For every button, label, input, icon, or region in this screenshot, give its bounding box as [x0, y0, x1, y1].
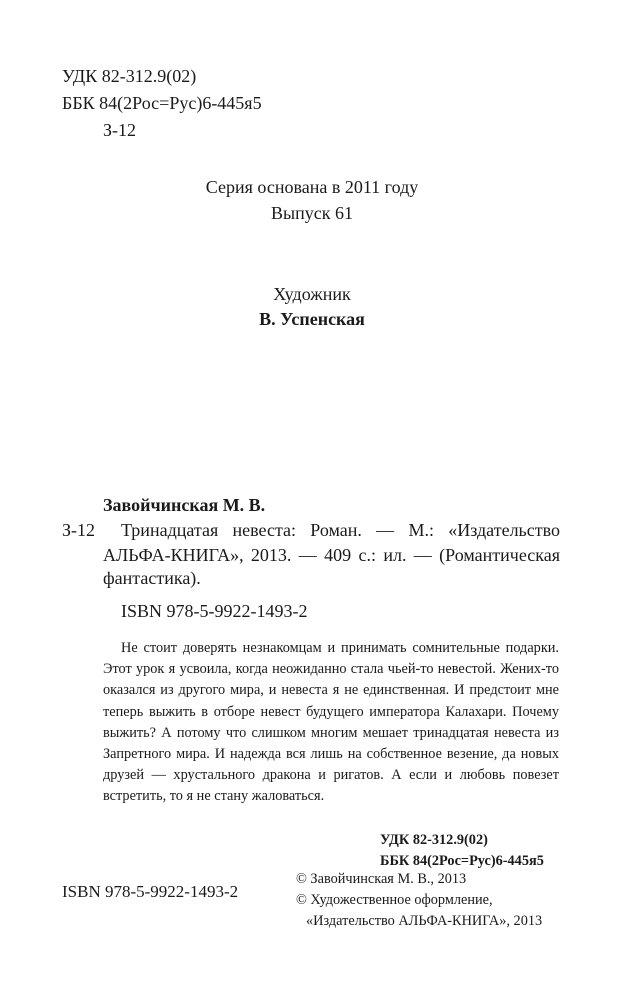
annotation-line: оказался из другого мира, и невеста я не единственная. И предстоит мне [103, 682, 559, 699]
annotation-line: друзей — хрустального дракона и ригатов. А если и любовь повезет [103, 767, 559, 784]
artist-role: Художник [273, 284, 351, 304]
copyright-line-3: «Издательство АЛЬФА-КНИГА», 2013 [306, 913, 543, 929]
catalog-description-line-1 [121, 518, 560, 542]
artist-name: В. Успенская [259, 309, 365, 329]
copyright-line-2: © Художественное оформление, [296, 892, 493, 908]
udk-code-top: УДК 82-312.9(02) [62, 66, 197, 86]
bbk-code-bottom: ББК 84(2Рос=Рус)6-445я5 [380, 853, 544, 869]
annotation-line: Этот урок я усвоила, когда неожиданно стала чьей-то невестой. Жених-то [103, 661, 559, 678]
series-issue: Выпуск 61 [271, 203, 353, 223]
catalog-description-line-3: фантастика). [103, 568, 201, 588]
annotation-line: выжить? А потому что слишком многим мешает тринадцатая невеста из [103, 724, 559, 741]
catalog-description-text-2: АЛЬФА-КНИГА», 2013. — 409 с.: ил. — (Романтическая [103, 545, 560, 565]
annotation-line: теперь выжить в отборе невест будущего императора Калахари. Почему [103, 703, 559, 720]
bottom-isbn: ISBN 978-5-9922-1493-2 [62, 882, 239, 901]
catalog-isbn: ISBN 978-5-9922-1493-2 [121, 601, 308, 621]
annotation-line: Запретного мира. И надежда вся лишь на собственное везение, да новых [103, 746, 559, 763]
bbk-code-top: ББК 84(2Рос=Рус)6-445я5 [62, 93, 262, 113]
annotation-line: Не стоит доверять незнакомцам и принимать сомнительные подарки. [121, 640, 559, 656]
copyright-line-1: © Завойчинская М. В., 2013 [296, 871, 467, 887]
catalog-description-text-1: Тринадцатая невеста: Роман. — М.: «Издательство [121, 520, 560, 540]
catalog-author: Завойчинская М. В. [103, 495, 266, 515]
author-sign-top: З-12 [103, 120, 137, 140]
annotation-line: встретить, то я не стану жаловаться. [103, 788, 325, 805]
series-founded: Серия основана в 2011 году [205, 177, 419, 197]
catalog-sign: З-12 [62, 520, 96, 540]
udk-code-bottom: УДК 82-312.9(02) [380, 832, 488, 848]
catalog-description-line-2 [103, 543, 560, 567]
annotation [103, 638, 559, 808]
